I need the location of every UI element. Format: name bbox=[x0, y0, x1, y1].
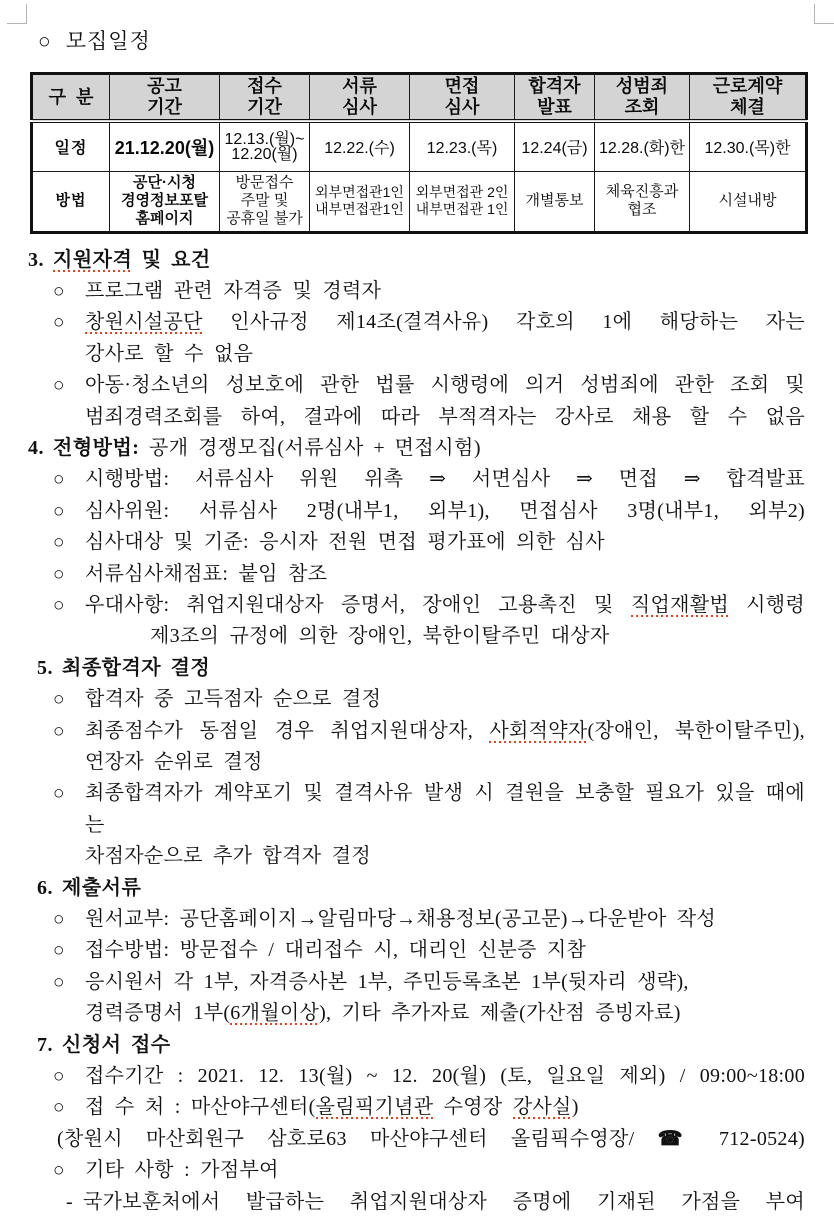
cell-doc-review-date: 12.22.(수) bbox=[310, 121, 410, 171]
list-item-continuation: 차점자순으로 추가 합격자 결정 bbox=[0, 841, 833, 872]
section-7-heading: 7. 신청서 접수 bbox=[0, 1030, 833, 1061]
section-3-number: 3. bbox=[28, 249, 44, 271]
circle-bullet-icon: ○ bbox=[53, 1092, 65, 1123]
cell-interview-date: 12.23.(목) bbox=[410, 121, 515, 171]
spellcheck-word: 직업재활법 bbox=[631, 594, 729, 618]
list-item: ○ 최종합격자가 계약포기 및 결격사유 발생 시 결원을 보충할 필요가 있을 때에는 bbox=[0, 778, 833, 841]
header-cell-interview: 면접 심사 bbox=[410, 74, 515, 122]
cell-interview-method: 외부면접관 2인 내부면접관 1인 bbox=[410, 171, 515, 232]
cell-check-method: 체육진흥과 협조 bbox=[595, 171, 690, 232]
list-item: ○ 합격자 중 고득점자 순으로 결정 bbox=[0, 684, 833, 715]
list-item: ○ 심사위원: 서류심사 2명(내부1, 외부1), 면접심사 3명(내부1, 외부2) bbox=[0, 496, 833, 527]
recruit-schedule-title bbox=[0, 0, 833, 55]
list-item: ○ 심사대상 및 기준: 응시자 전원 면접 평가표에 의한 심사 bbox=[0, 527, 833, 558]
circle-bullet-icon: ○ bbox=[53, 716, 65, 747]
header-cell-notice-period: 공고 기간 bbox=[110, 74, 220, 122]
recruit-schedule-table bbox=[30, 72, 808, 234]
list-item: ○ 아동·청소년의 성보호에 관한 법률 시행령에 의거 성범죄에 관한 조회 및 bbox=[0, 370, 833, 401]
list-item: ○ 접 수 처 : 마산야구센터(올림픽기념관 수영장 강사실) bbox=[0, 1092, 833, 1123]
list-item-continuation: 강사로 할 수 없음 bbox=[0, 339, 833, 370]
circle-bullet-icon: ○ bbox=[53, 559, 65, 590]
header-cell-apply-period: 접수 기간 bbox=[220, 74, 310, 122]
list-sub-item: - 국가보훈처에서 발급하는 취업지원대상자 증명에 기재된 가점을 부여 bbox=[0, 1187, 833, 1218]
spellcheck-word: 사회적약자 bbox=[489, 720, 587, 744]
header-cell-document-review: 서류 심사 bbox=[310, 74, 410, 122]
list-item: ○ 서류심사채점표: 붙임 참조 bbox=[0, 559, 833, 590]
list-item: ○ 기타 사항 : 가점부여 bbox=[0, 1155, 833, 1186]
page-corner-mark-top-right bbox=[814, 4, 834, 24]
list-item: ○ 원서교부: 공단홈페이지→알림마당→채용정보(공고문)→다운받아 작성 bbox=[0, 904, 833, 935]
cell-announce-method: 개별통보 bbox=[515, 171, 595, 232]
phone-icon: ☎ bbox=[658, 1128, 696, 1150]
list-item: ○ 창원시설공단 인사규정 제14조(결격사유) 각호의 1에 해당하는 자는 bbox=[0, 307, 833, 338]
spellcheck-word: 올림픽기념관 bbox=[316, 1096, 434, 1120]
spellcheck-word: 강사실 bbox=[513, 1096, 572, 1120]
circle-bullet-icon: ○ bbox=[53, 967, 65, 998]
list-item: ○ 접수방법: 방문접수 / 대리접수 시, 대리인 신분증 지참 bbox=[0, 935, 833, 966]
document-body bbox=[0, 245, 833, 1218]
section-7-number: 7. bbox=[37, 1034, 53, 1056]
section-4-heading: 4. 전형방법: 공개 경쟁모집(서류심사 + 면접시험) bbox=[0, 433, 833, 464]
spellcheck-word: 6개월이상 bbox=[230, 1002, 319, 1026]
list-item-continuation: 범죄경력조회를 하여, 결과에 따라 부적격자는 강사로 채용 할 수 없음 bbox=[0, 402, 833, 433]
list-item: ○ 접수기간 : 2021. 12. 13(월) ~ 12. 20(월) (토, 일요일 제외) / 09:00~18:00 bbox=[0, 1061, 833, 1092]
circle-bullet-icon: ○ bbox=[53, 904, 65, 935]
circle-bullet-icon: ○ bbox=[53, 684, 65, 715]
spellcheck-word: 지원자격 bbox=[53, 249, 132, 273]
cell-announce-date: 12.24(금) bbox=[515, 121, 595, 171]
table-row-schedule bbox=[32, 121, 807, 171]
circle-bullet-icon: ○ bbox=[53, 370, 65, 401]
circle-bullet-icon: ○ bbox=[53, 307, 65, 338]
list-item-continuation: 제3조의 규정에 의한 장애인, 북한이탈주민 대상자 bbox=[0, 621, 833, 652]
cell-doc-review-method: 외부면접관1인 내부면접관1인 bbox=[310, 171, 410, 232]
list-item-continuation: (창원시 마산회원구 삼호로63 마산야구센터 올림픽수영장/ ☎ 712-0524) bbox=[0, 1124, 833, 1155]
circle-bullet-icon: ○ bbox=[53, 935, 65, 966]
list-item: ○ 시행방법: 서류심사 위원 위촉 ⇒ 서면심사 ⇒ 면접 ⇒ 합격발표 bbox=[0, 464, 833, 495]
table-header-row bbox=[32, 74, 807, 122]
section-4-number: 4. bbox=[28, 437, 44, 459]
circle-bullet-icon: ○ bbox=[53, 1061, 65, 1092]
header-cell-announcement: 합격자 발표 bbox=[515, 74, 595, 122]
cell-check-date: 12.28.(화)한 bbox=[595, 121, 690, 171]
circle-bullet-icon: ○ bbox=[53, 276, 65, 307]
header-cell-category: 구 분 bbox=[32, 74, 110, 122]
circle-bullet-icon: ○ bbox=[53, 464, 65, 495]
header-cell-background-check: 성범죄 조회 bbox=[595, 74, 690, 122]
list-item: ○ 최종점수가 동점일 경우 취업지원대상자, 사회적약자(장애인, 북한이탈주민), bbox=[0, 716, 833, 747]
row-label-method: 방법 bbox=[32, 171, 110, 232]
cell-apply-dates: 12.13.(월)~ 12.20(월) bbox=[220, 121, 310, 171]
section-5-number: 5. bbox=[37, 657, 53, 679]
section-5-heading: 5. 최종합격자 결정 bbox=[0, 653, 833, 684]
list-item-continuation: 연장자 순위로 결정 bbox=[0, 747, 833, 778]
spellcheck-word: 창원시설공단 bbox=[85, 311, 203, 335]
list-item: ○ 우대사항: 취업지원대상자 증명서, 장애인 고용촉진 및 직업재활법 시행령 bbox=[0, 590, 833, 621]
circle-bullet-icon: ○ bbox=[53, 590, 65, 621]
header-cell-contract: 근로계약 체결 bbox=[690, 74, 807, 122]
dash-bullet-icon: - bbox=[66, 1191, 73, 1213]
table-row-method bbox=[32, 171, 807, 232]
list-item: ○ 응시원서 각 1부, 자격증사본 1부, 주민등록초본 1부(뒷자리 생략), bbox=[0, 967, 833, 998]
circle-bullet-icon: ○ bbox=[53, 527, 65, 558]
recruit-schedule-title-text: 모집일정 bbox=[66, 29, 151, 53]
cell-contract-date: 12.30.(목)한 bbox=[690, 121, 807, 171]
list-item: ○ 프로그램 관련 자격증 및 경력자 bbox=[0, 276, 833, 307]
circle-bullet-icon: ○ bbox=[38, 29, 52, 53]
section-6-number: 6. bbox=[37, 877, 53, 899]
section-3-heading: 3. 지원자격 및 요건 bbox=[0, 245, 833, 276]
circle-bullet-icon: ○ bbox=[53, 496, 65, 527]
circle-bullet-icon: ○ bbox=[53, 778, 65, 809]
cell-notice-date: 21.12.20(월) bbox=[110, 121, 220, 171]
section-6-heading: 6. 제출서류 bbox=[0, 873, 833, 904]
cell-apply-method: 방문접수 주말 및 공휴일 불가 bbox=[220, 171, 310, 232]
list-item-continuation: 경력증명서 1부(6개월이상), 기타 추가자료 제출(가산점 증빙자료) bbox=[0, 998, 833, 1029]
cell-notice-method: 공단·시청 경영정보포탈 홈페이지 bbox=[110, 171, 220, 232]
row-label-schedule: 일정 bbox=[32, 121, 110, 171]
circle-bullet-icon: ○ bbox=[53, 1155, 65, 1186]
cell-contract-method: 시설내방 bbox=[690, 171, 807, 232]
page-corner-mark-top-left bbox=[7, 4, 27, 24]
